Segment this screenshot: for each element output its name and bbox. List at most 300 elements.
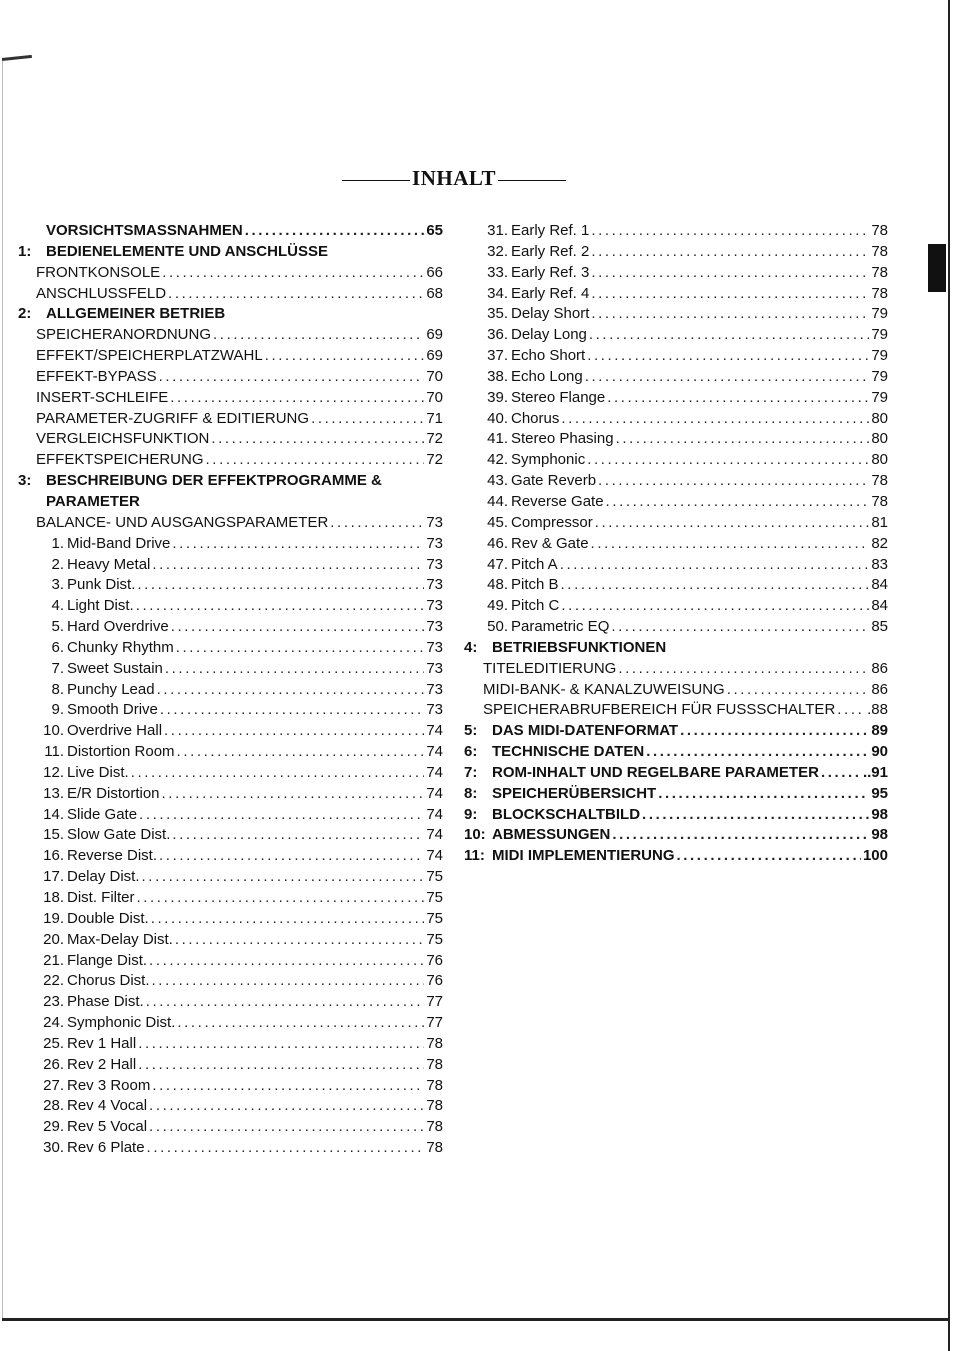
toc-entry: [464, 304, 888, 325]
toc-entry: [464, 575, 888, 596]
toc-entry-number: 18.: [43, 889, 64, 906]
toc-entry-title: SPEICHERANORDNUNG: [36, 326, 212, 344]
toc-entry-page: 74: [426, 743, 443, 761]
toc-dot-leader: [137, 888, 425, 909]
toc-entry: [464, 721, 888, 742]
toc-dot-leader: [159, 367, 425, 388]
toc-entry-page: 77: [426, 993, 443, 1011]
toc-entry: [464, 471, 888, 492]
toc-entry-number: 21.: [43, 951, 64, 969]
toc-entry: [18, 1076, 443, 1097]
toc-entry-page: 76: [426, 951, 443, 969]
toc-entry-number: 2:: [18, 305, 32, 323]
toc-dot-leader: [561, 575, 870, 596]
toc-entry: [18, 784, 443, 805]
toc-entry-number: 3:: [18, 472, 32, 490]
toc-entry-page: .88: [867, 701, 888, 719]
toc-entry-title: Rev 6 Plate: [67, 1139, 145, 1157]
toc-entry: [18, 867, 443, 888]
toc-entry-page: 75: [426, 868, 443, 886]
toc-entry: [18, 617, 443, 638]
toc-entry-page: 86: [871, 659, 888, 677]
toc-entry-title: Delay Short: [511, 305, 590, 323]
toc-dot-leader: [172, 534, 424, 555]
toc-dot-leader: [591, 284, 869, 305]
toc-dot-leader: [168, 284, 424, 305]
toc-dot-leader: [147, 1138, 425, 1159]
toc-entry-number: 9:: [464, 805, 478, 823]
toc-entry: [464, 742, 888, 763]
toc-entry-page: 73: [426, 534, 443, 552]
toc-entry: [18, 742, 443, 763]
toc-entry-title: Punchy Lead: [67, 680, 155, 698]
toc-entry: [18, 700, 443, 721]
toc-entry-number: 49.: [487, 597, 508, 615]
toc-entry-page: ..91: [862, 763, 888, 781]
toc-entry-number: 5.: [51, 618, 64, 636]
toc-dot-leader: [821, 763, 861, 784]
toc-entry-number: 27.: [43, 1076, 64, 1094]
toc-entry-number: 43.: [487, 472, 508, 490]
toc-entry: [18, 721, 443, 742]
toc-entry-title: Rev 4 Vocal: [67, 1097, 148, 1115]
toc-dot-leader: [561, 596, 869, 617]
toc-entry-page: 74: [426, 826, 443, 844]
toc-entry-number: 26.: [43, 1055, 64, 1073]
toc-dot-leader: [151, 909, 425, 930]
toc-entry-title: MIDI IMPLEMENTIERUNG: [492, 847, 675, 865]
toc-entry-title: Early Ref. 1: [511, 222, 590, 239]
toc-entry-title: BESCHREIBUNG DER EFFEKTPROGRAMME &: [46, 472, 382, 490]
toc-entry-number: 24.: [43, 1014, 64, 1032]
toc-entry: [18, 1034, 443, 1055]
toc-dot-leader: [138, 1034, 424, 1055]
toc-entry: [18, 346, 443, 367]
toc-entry: [18, 1117, 443, 1138]
toc-entry-page: 95: [871, 784, 888, 802]
toc-entry-title: Phase Dist.: [67, 993, 144, 1011]
toc-entry: [464, 596, 888, 617]
toc-entry-number: 10:: [464, 826, 486, 844]
toc-dot-leader: [177, 1013, 424, 1034]
toc-entry-title: Pitch C: [511, 597, 560, 615]
toc-entry-page: 75: [426, 909, 443, 927]
toc-dot-leader: [152, 1076, 424, 1097]
toc-entry-title: Delay Long: [511, 326, 587, 344]
toc-entry-page: 78: [871, 492, 888, 510]
toc-entry-title: Reverse Gate: [511, 492, 604, 510]
toc-entry: [464, 409, 888, 430]
toc-entry: [18, 992, 443, 1013]
toc-entry: [18, 450, 443, 471]
toc-entry: [18, 575, 443, 596]
toc-entry: [18, 825, 443, 846]
toc-dot-leader: [160, 700, 424, 721]
toc-entry: [464, 367, 888, 388]
toc-entry-page: 75: [426, 930, 443, 948]
toc-entry-title: Rev 1 Hall: [67, 1034, 137, 1052]
toc-entry-number: 8:: [464, 784, 478, 802]
toc-entry: [18, 930, 443, 951]
toc-entry-title: Max-Delay Dist.: [67, 930, 173, 948]
toc-entry-title: Rev 2 Hall: [67, 1055, 137, 1073]
toc-dot-leader: [149, 1096, 424, 1117]
toc-entry-number: 23.: [43, 993, 64, 1011]
toc-entry: [464, 534, 888, 555]
toc-entry: [464, 659, 888, 680]
toc-entry-title: EFFEKT/SPEICHERPLATZWAHL: [36, 347, 263, 365]
toc-entry-page: 72: [426, 430, 443, 448]
toc-entry-title: Smooth Drive: [67, 701, 158, 719]
toc-entry-number: 1:: [18, 242, 32, 260]
toc-dot-leader: [560, 555, 870, 576]
toc-entry-page: 74: [426, 847, 443, 865]
toc-entry-page: 78: [426, 1118, 443, 1136]
toc-entry-number: 34.: [487, 284, 508, 302]
toc-entry-number: 45.: [487, 513, 508, 531]
toc-dot-leader: [658, 784, 869, 805]
toc-dot-leader: [146, 992, 425, 1013]
toc-entry-title: Delay Dist.: [67, 868, 140, 886]
toc-entry-title: Symphonic Dist.: [67, 1014, 176, 1032]
toc-entry-number: 39.: [487, 388, 508, 406]
toc-entry-title: SPEICHERABRUFBEREICH FÜR FUSSSCHALTER: [483, 701, 836, 719]
toc-entry-page: 74: [426, 784, 443, 802]
toc-entry-page: 73: [426, 680, 443, 698]
toc-entry-title: EFFEKTSPEICHERUNG: [36, 451, 204, 469]
toc-entry-number: 4:: [464, 638, 478, 656]
toc-entry: [18, 763, 443, 784]
toc-entry-title: Double Dist.: [67, 909, 149, 927]
toc-entry-title: PARAMETER-ZUGRIFF & EDITIERUNG: [36, 409, 310, 427]
toc-entry: [464, 784, 888, 805]
toc-dot-leader: [211, 429, 424, 450]
toc-entry-number: 13.: [43, 784, 64, 802]
toc-dot-leader: [162, 263, 424, 284]
toc-entry-page: 73: [426, 659, 443, 677]
toc-entry-page: 83: [871, 555, 888, 573]
toc-entry-title: Distortion Room: [67, 743, 175, 761]
toc-dot-leader: [598, 471, 869, 492]
toc-dot-leader: [618, 659, 869, 680]
toc-entry-number: 50.: [487, 618, 508, 636]
toc-entry-title: Rev & Gate: [511, 534, 589, 552]
toc-entry-page: 72: [426, 451, 443, 469]
toc-dot-leader: [330, 513, 424, 534]
toc-dot-leader: [149, 951, 424, 972]
toc-entry-page: 70: [426, 388, 443, 406]
toc-dot-leader: [175, 930, 424, 951]
page-title: INHALT: [340, 166, 568, 191]
toc-entry-title: Parametric EQ: [511, 618, 610, 636]
toc-entry-title: ANSCHLUSSFELD: [36, 284, 167, 302]
toc-entry-title: EFFEKT-BYPASS: [36, 367, 157, 385]
toc-entry-number: 41.: [487, 430, 508, 448]
toc-dot-leader: [606, 492, 870, 513]
toc-entry-title: INSERT-SCHLEIFE: [36, 388, 169, 406]
toc-entry-page: 73: [426, 576, 443, 594]
toc-entry: [18, 638, 443, 659]
toc-entry-title: Slide Gate: [67, 805, 138, 823]
toc-dot-leader: [172, 825, 424, 846]
toc-dot-leader: [680, 721, 869, 742]
toc-entry-title: MIDI-BANK- & KANALZUWEISUNG: [483, 680, 725, 698]
toc-entry-title: Echo Long: [511, 367, 583, 385]
toc-entry-title: Gate Reverb: [511, 472, 597, 490]
toc-entry-title: VORSICHTSMASSNAHMEN: [46, 222, 243, 239]
toc-dot-leader: [612, 825, 869, 846]
toc-entry-number: 28.: [43, 1097, 64, 1115]
toc-entry-number: 7:: [464, 763, 478, 781]
toc-entry: [464, 638, 888, 659]
toc-entry-number: 5:: [464, 722, 478, 740]
toc-entry-page: 85: [871, 618, 888, 636]
toc-entry-page: 82: [871, 534, 888, 552]
toc-entry-title: TECHNISCHE DATEN: [492, 743, 645, 761]
toc-entry-number: 12.: [43, 763, 64, 781]
toc-entry: [18, 909, 443, 930]
toc-dot-leader: [159, 846, 424, 867]
toc-dot-leader: [171, 617, 425, 638]
toc-entry-page: 98: [871, 805, 888, 823]
toc-entry-number: 33.: [487, 263, 508, 281]
toc-dot-leader: [177, 742, 425, 763]
toc-entry-number: 6.: [51, 638, 64, 656]
toc-entry-page: 78: [426, 1055, 443, 1073]
toc-dot-leader: [727, 680, 870, 701]
toc-dot-leader: [265, 346, 425, 367]
toc-entry-page: 76: [426, 972, 443, 990]
toc-entry-title: PARAMETER: [46, 492, 140, 510]
toc-entry-title: Mid-Band Drive: [67, 534, 171, 552]
toc-entry: [464, 388, 888, 409]
toc-entry-title: Stereo Flange: [511, 388, 606, 406]
toc-entry-page: 78: [426, 1034, 443, 1052]
toc-dot-leader: [138, 1055, 424, 1076]
toc-dot-leader: [245, 221, 425, 242]
toc-entry-number: 4.: [51, 597, 64, 615]
toc-entry-page: 78: [871, 284, 888, 302]
toc-entry-number: 40.: [487, 409, 508, 427]
toc-dot-leader: [152, 971, 425, 992]
toc-entry-title: ALLGEMEINER BETRIEB: [46, 305, 226, 323]
toc-entry-page: 80: [871, 451, 888, 469]
toc-entry-number: 19.: [43, 909, 64, 927]
toc-entry-page: 73: [426, 555, 443, 573]
toc-entry: [464, 221, 888, 242]
toc-entry: [18, 534, 443, 555]
toc-dot-leader: [642, 805, 869, 826]
toc-entry: [464, 825, 888, 846]
toc-entry: [18, 492, 443, 513]
toc-entry-page: 75: [426, 889, 443, 906]
toc-entry-title: Early Ref. 3: [511, 263, 590, 281]
toc-dot-leader: [837, 700, 865, 721]
toc-entry: [18, 680, 443, 701]
toc-dot-leader: [149, 1117, 424, 1138]
toc-entry-page: 78: [871, 242, 888, 260]
toc-entry: [18, 284, 443, 305]
toc-entry-title: Chorus: [511, 409, 560, 427]
scan-corner-mark: [2, 55, 32, 61]
toc-dot-leader: [139, 805, 424, 826]
toc-entry-page: 73: [426, 638, 443, 656]
toc-dot-leader: [591, 263, 869, 284]
toc-entry-page: 78: [426, 1139, 443, 1157]
toc-entry-number: 46.: [487, 534, 508, 552]
toc-entry: [18, 367, 443, 388]
toc-entry: [18, 242, 443, 263]
toc-entry: [18, 971, 443, 992]
toc-entry-title: Reverse Dist.: [67, 847, 158, 865]
toc-entry: [464, 680, 888, 701]
toc-dot-leader: [176, 638, 425, 659]
toc-dot-leader: [611, 617, 869, 638]
toc-dot-leader: [162, 784, 425, 805]
toc-entry: [464, 242, 888, 263]
toc-entry-title: Flange Dist.: [67, 951, 148, 969]
toc-entry-page: 100: [862, 847, 888, 865]
toc-dot-leader: [591, 221, 869, 242]
toc-entry: [18, 555, 443, 576]
toc-entry-title: BEDIENELEMENTE UND ANSCHLÜSSE: [46, 242, 328, 260]
toc-entry: [18, 951, 443, 972]
toc-entry: [18, 429, 443, 450]
toc-entry-page: 73: [426, 597, 443, 615]
toc-dot-leader: [311, 409, 424, 430]
toc-entry-page: 66: [426, 263, 443, 281]
toc-entry-title: Pitch A: [511, 555, 558, 573]
toc-entry: [18, 1096, 443, 1117]
toc-entry-number: 35.: [487, 305, 508, 323]
toc-column-right: [464, 221, 888, 867]
toc-entry-page: 86: [871, 680, 888, 698]
toc-entry-number: 9.: [51, 701, 64, 719]
toc-entry-title: DAS MIDI-DATENFORMAT: [492, 722, 679, 740]
toc-entry-title: ROM-INHALT UND REGELBARE PARAMETER: [492, 763, 819, 781]
toc-dot-leader: [591, 304, 869, 325]
toc-entry-page: 79: [871, 305, 888, 323]
toc-entry-number: 42.: [487, 451, 508, 469]
toc-entry: [464, 263, 888, 284]
toc-entry: [464, 492, 888, 513]
toc-entry-page: 74: [426, 805, 443, 823]
toc-dot-leader: [213, 325, 424, 346]
toc-entry-number: 38.: [487, 367, 508, 385]
toc-dot-leader: [607, 388, 869, 409]
toc-entry: [464, 346, 888, 367]
toc-entry: [18, 388, 443, 409]
toc-entry-number: 11.: [44, 743, 64, 761]
toc-entry-title: Symphonic: [511, 451, 586, 469]
toc-entry-title: Hard Overdrive: [67, 618, 169, 636]
toc-entry-title: BALANCE- UND AUSGANGSPARAMETER: [36, 513, 329, 531]
toc-dot-leader: [587, 450, 869, 471]
toc-dot-leader: [152, 555, 424, 576]
toc-entry-title: Pitch B: [511, 576, 559, 594]
toc-entry-number: 44.: [487, 492, 508, 510]
toc-entry-page: 68: [426, 284, 443, 302]
toc-entry-number: 20.: [43, 930, 64, 948]
toc-entry: [18, 325, 443, 346]
toc-column-left: [18, 221, 443, 1159]
toc-entry: [18, 659, 443, 680]
toc-entry-page: 74: [426, 722, 443, 740]
toc-entry-number: 14.: [43, 805, 64, 823]
toc-entry-page: 71: [426, 409, 443, 427]
toc-entry-page: 98: [871, 826, 888, 844]
toc-dot-leader: [591, 242, 869, 263]
toc-entry-title: Early Ref. 2: [511, 242, 590, 260]
scan-edge-left: [2, 60, 3, 1320]
toc-dot-leader: [677, 846, 861, 867]
toc-entry-page: 84: [871, 576, 888, 594]
toc-entry-title: Chunky Rhythm: [67, 638, 174, 656]
toc-entry: [18, 304, 443, 325]
toc-entry-number: 48.: [487, 576, 508, 594]
toc-entry-title: Stereo Phasing: [511, 430, 614, 448]
toc-dot-leader: [616, 429, 870, 450]
toc-dot-leader: [142, 867, 425, 888]
toc-entry: [464, 700, 888, 721]
toc-entry: [464, 846, 888, 867]
toc-entry-page: 78: [871, 222, 888, 239]
toc-entry-number: 8.: [51, 680, 64, 698]
toc-entry: [464, 805, 888, 826]
toc-entry-title: ABMESSUNGEN: [492, 826, 611, 844]
toc-entry-number: 25.: [43, 1034, 64, 1052]
toc-entry-title: Heavy Metal: [67, 555, 151, 573]
toc-entry: [464, 325, 888, 346]
toc-entry: [18, 846, 443, 867]
toc-entry-title: Dist. Filter: [67, 889, 135, 906]
toc-entry-number: 3.: [51, 576, 64, 594]
toc-entry-title: Rev 5 Vocal: [67, 1118, 148, 1136]
toc-entry-page: 78: [871, 263, 888, 281]
toc-entry: [18, 888, 443, 909]
toc-entry-number: 31.: [487, 222, 508, 239]
toc-entry-title: Light Dist.: [67, 597, 134, 615]
toc-entry-page: 90: [871, 743, 888, 761]
toc-entry-number: 47.: [487, 555, 508, 573]
toc-entry: [18, 471, 443, 492]
toc-entry-title: Live Dist.: [67, 763, 129, 781]
toc-entry-title: Slow Gate Dist.: [67, 826, 171, 844]
toc-entry-title: Punk Dist.: [67, 576, 136, 594]
toc-entry-title: Compressor: [511, 513, 593, 531]
toc-entry: [18, 409, 443, 430]
toc-dot-leader: [131, 763, 425, 784]
toc-entry: [18, 1013, 443, 1034]
toc-entry: [464, 617, 888, 638]
toc-entry-title: Early Ref. 4: [511, 284, 590, 302]
toc-entry-title: Overdrive Hall: [67, 722, 163, 740]
toc-dot-leader: [585, 367, 870, 388]
toc-entry-page: 73: [426, 513, 443, 531]
toc-entry-number: 11:: [464, 847, 485, 865]
toc-entry-page: 74: [426, 763, 443, 781]
toc-entry-number: 2.: [51, 555, 64, 573]
toc-entry-title: TITELEDITIERUNG: [483, 659, 617, 677]
toc-dot-leader: [587, 346, 869, 367]
toc-entry: [18, 805, 443, 826]
toc-dot-leader: [595, 513, 870, 534]
toc-entry-page: 79: [871, 347, 888, 365]
toc-entry: [464, 763, 888, 784]
toc-entry-page: 73: [426, 618, 443, 636]
toc-entry-page: 70: [426, 367, 443, 385]
toc-dot-leader: [165, 659, 424, 680]
